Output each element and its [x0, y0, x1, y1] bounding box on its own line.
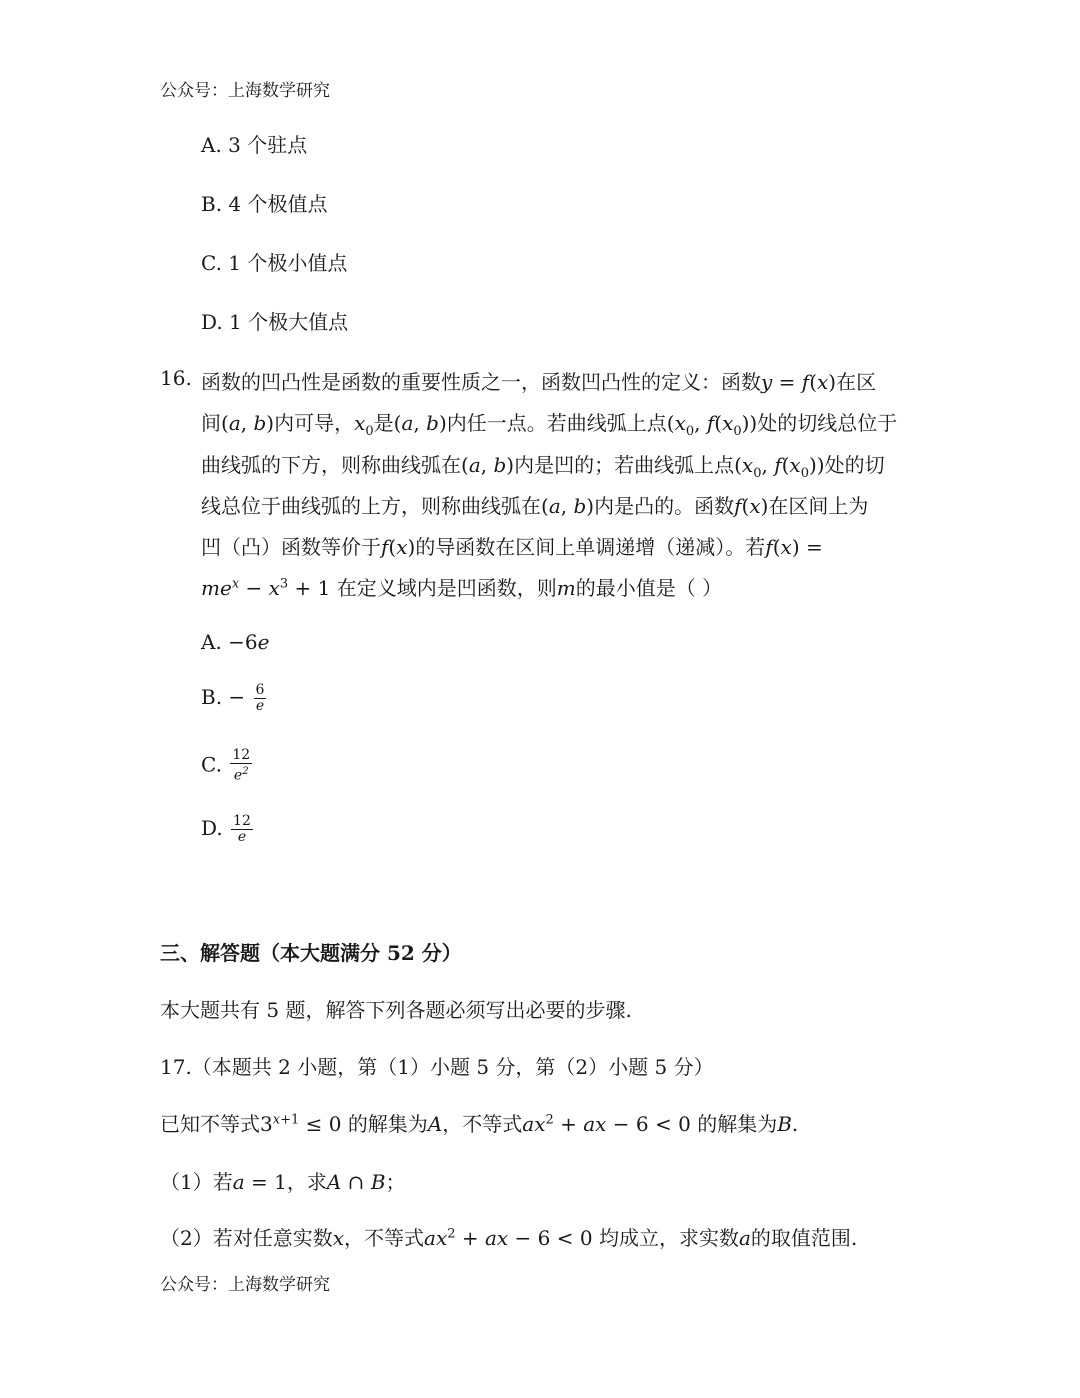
section-3-intro: 本大题共有 5 题，解答下列各题必须写出必要的步骤. [160, 998, 632, 1022]
q17-part-1: （1）若a = 1，求A ∩ B； [160, 1170, 406, 1194]
q17-header: 17.（本题共 2 小题，第（1）小题 5 分，第（2）小题 5 分） [160, 1055, 714, 1079]
q16-option-b: B. − $\frac{6}{e}$ [201, 682, 265, 714]
q15-option-b: B. 4 个极值点 [201, 192, 328, 216]
q16-line-6: $me^x - x^3 + 1$ 在定义域内是凹函数，则m的最小值是（ ） [201, 576, 723, 600]
watermark-bottom: 公众号：上海数学研究 [160, 1275, 330, 1295]
q15-option-a: A. 3 个驻点 [201, 133, 308, 157]
q16-line-5: 凹（凸）函数等价于f(x)的导函数在区间上单调递增（递减）。若f(x) = [201, 535, 823, 559]
q16-line-1: 函数的凹凸性是函数的重要性质之一，函数凹凸性的定义：函数y = f(x)在区 [201, 370, 877, 394]
q16-option-c: C. $\frac{12}{e^2}$ [201, 747, 251, 784]
q17-part-2: （2）若对任意实数x，不等式$ax^2$ + ax − 6 < 0 均成立，求实数a的取值范围. [160, 1226, 858, 1250]
q16-line-3: 曲线弧的下方，则称曲线弧在(a, b)内是凹的；若曲线弧上点($x_0$, $f(x_0)$)处的切 [201, 453, 885, 481]
q16-number: 16. [160, 366, 192, 390]
q16-line-2: 间(a, b)内可导，$x_0$是(a, b)内任一点。若曲线弧上点($x_0$, $f(x_0)$)处的切线总位于 [201, 411, 898, 439]
q16-option-a: A. −6e [201, 630, 270, 654]
q16-line-4: 线总位于曲线弧的上方，则称曲线弧在(a, b)内是凸的。函数f(x)在区间上为 [201, 494, 869, 518]
watermark-top: 公众号：上海数学研究 [160, 81, 330, 101]
q16-option-d: D. $\frac{12}{e}$ [201, 813, 251, 845]
q15-option-d: D. 1 个极大值点 [201, 310, 349, 334]
q15-option-c: C. 1 个极小值点 [201, 251, 348, 275]
section-3-title: 三、解答题（本大题满分 52 分） [160, 941, 462, 965]
q17-condition: 已知不等式$3^{x+1} \le 0$ 的解集为A，不等式$ax^2$ + ax − 6 < 0 的解集为B. [160, 1112, 799, 1136]
